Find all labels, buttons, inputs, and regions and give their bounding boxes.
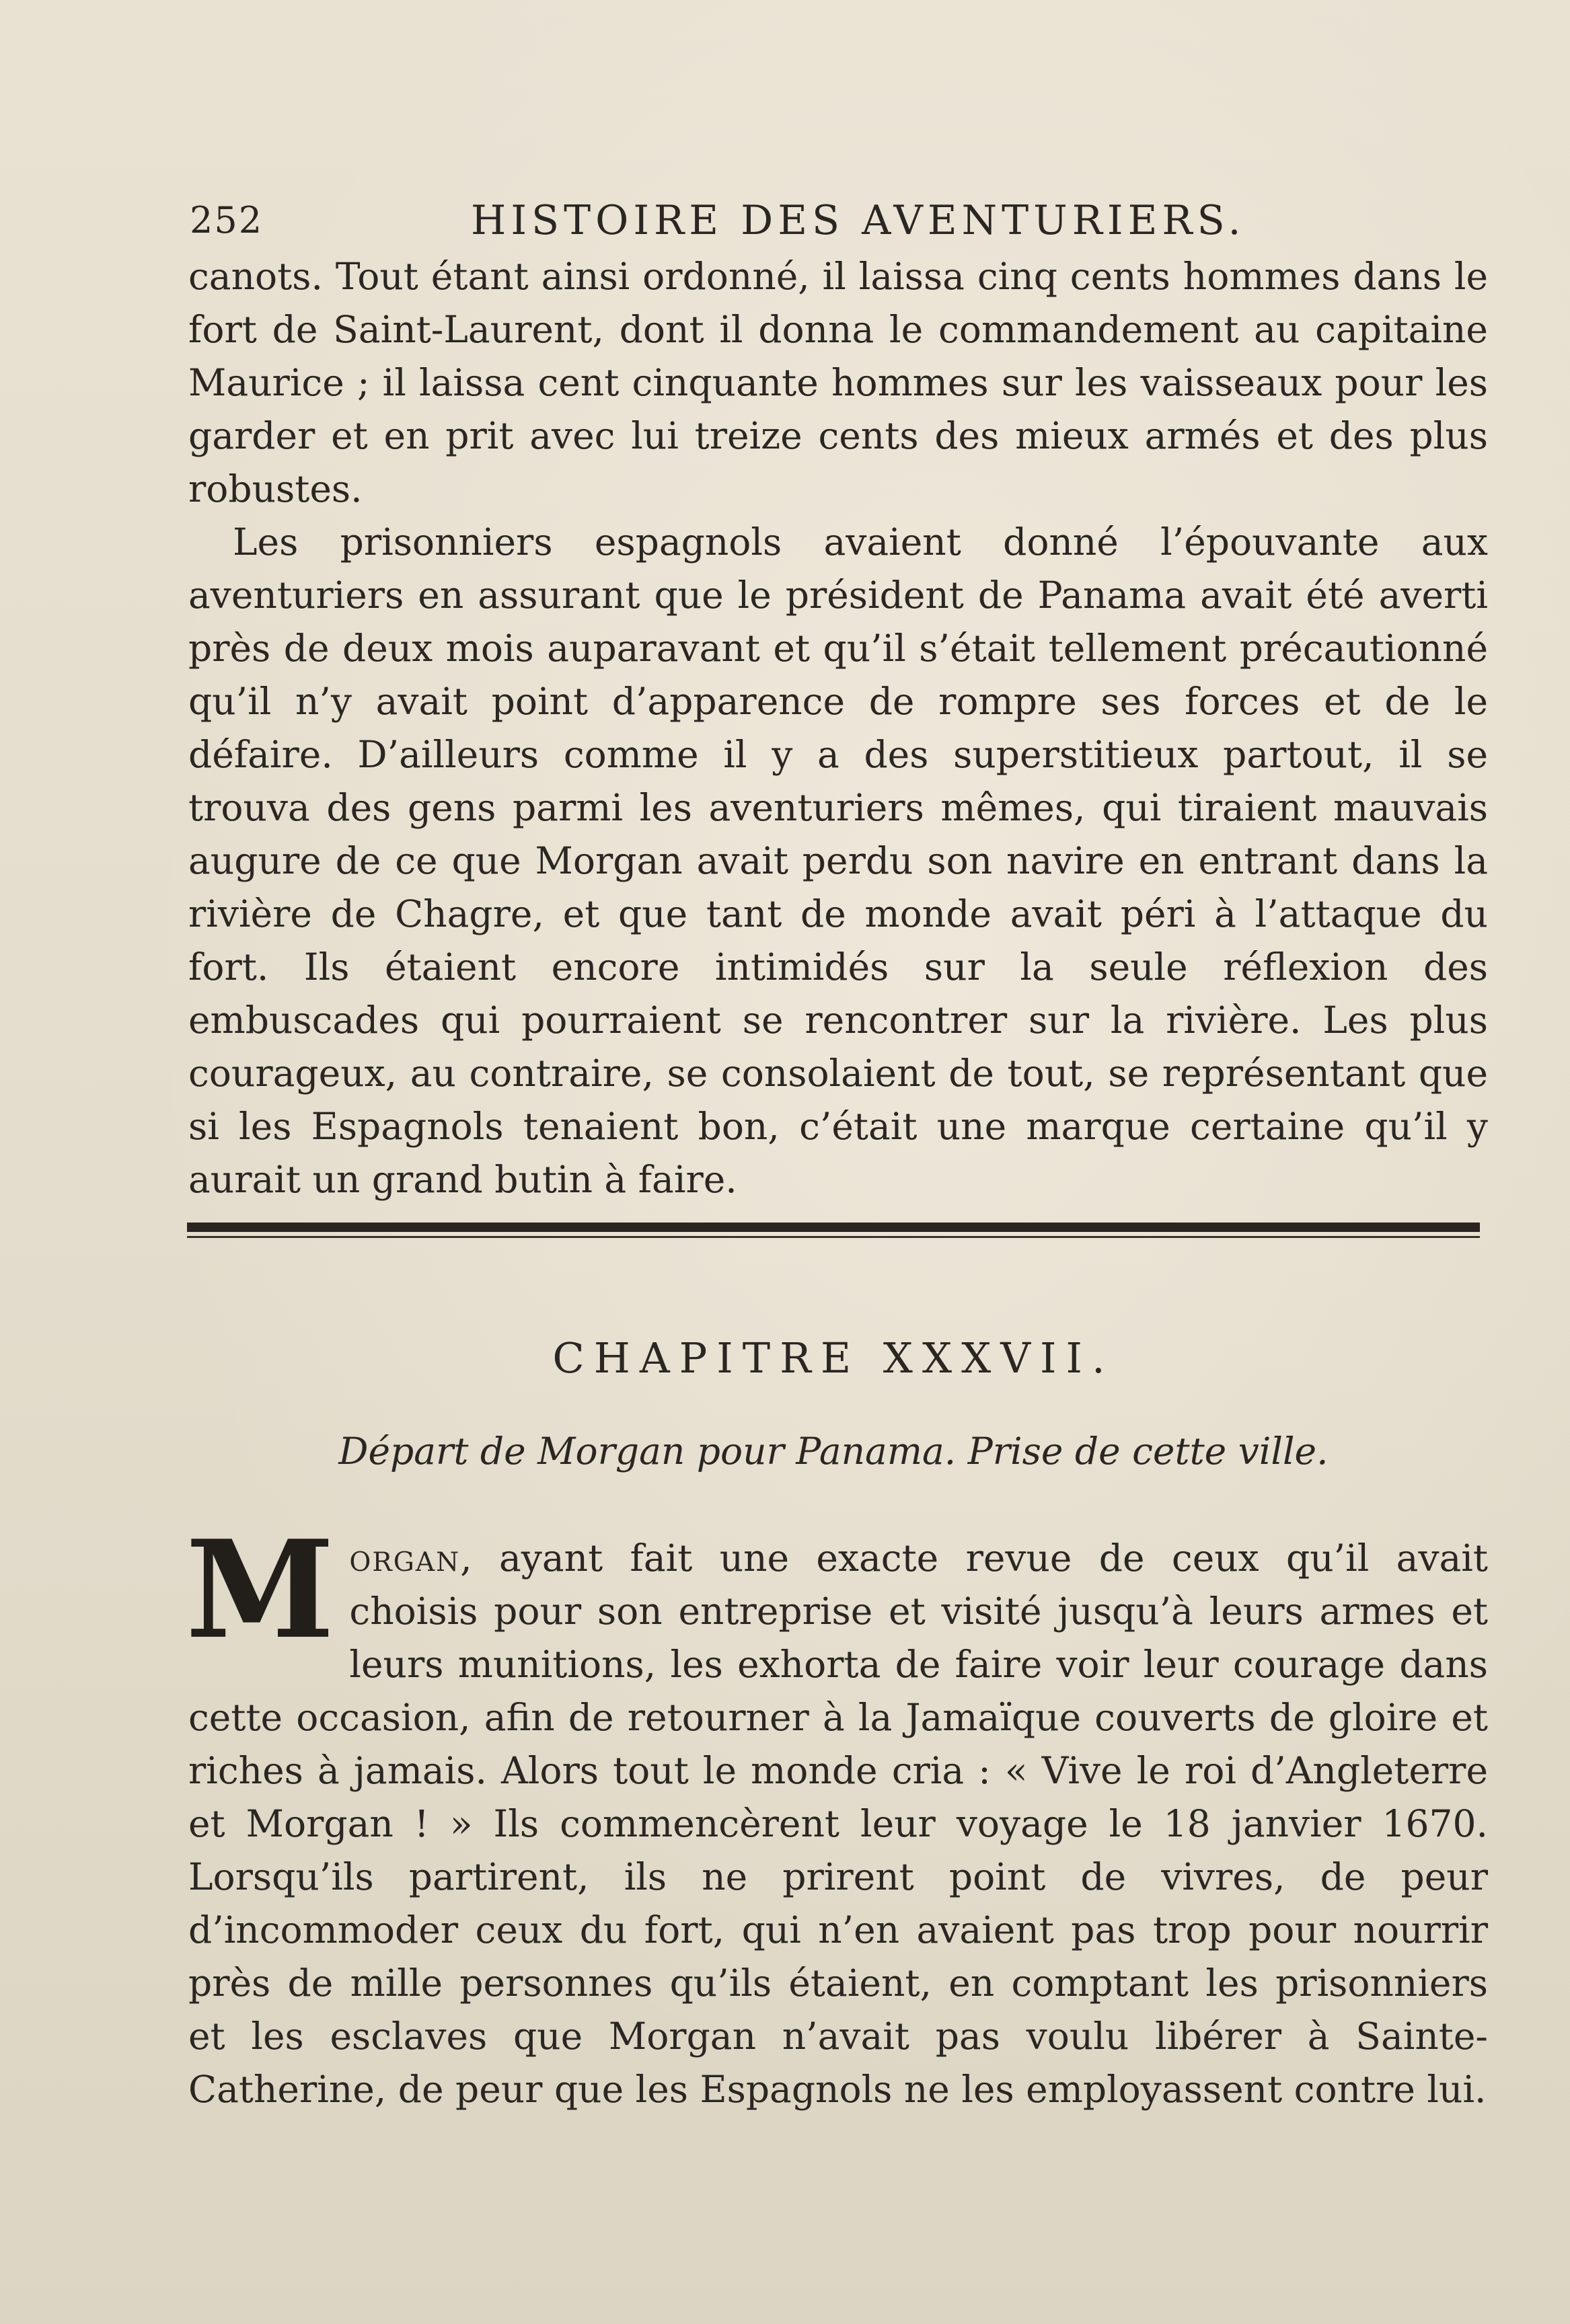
drop-cap: M xyxy=(186,1511,335,1669)
body-text-chapter xyxy=(186,1511,1488,2116)
chapter-divider-thick xyxy=(187,1223,1480,1232)
body-text-top xyxy=(188,250,1488,1206)
paragraph-chapter-opening xyxy=(186,1511,1488,2116)
running-head xyxy=(190,194,1488,247)
chapter-subtitle: Départ de Morgan pour Panama. Prise de cette ville. xyxy=(338,1430,1329,1473)
chapter-divider-thin xyxy=(187,1236,1480,1238)
paragraph-prisoners: Les prisonniers espagnols avaient donné l’épouvante aux aventuriers en assurant que le président de Panama avait été averti près de deux mois auparavant et qu’il s’était tellement précautionné qu’il n’y avait point d’apparence de rompre ses forces et de le défaire. D’ailleurs comme il y a des superstitieux partout, il se trouva des gens parmi les aventuriers mêmes, qui tiraient mauvais augure de ce que Morgan avait perdu son navire en entrant dans la rivière de Chagre, et que tant de monde avait péri à l’attaque du fort. Ils étaient encore intimidés sur la seule réflexion des embuscades qui pourraient se rencontrer sur la rivière. Les plus courageux, au contraire, se consolaient de tout, se représentant que si les Espagnols tenaient bon, c’était une marque certaine qu’il y aurait un grand butin à faire. xyxy=(188,520,1488,1201)
paragraph-chapter-text: , ayant fait une exacte revue de ceux qu’il avait choisis pour son entreprise et visité jusqu’à leurs armes et leurs munitions, les exhorta de faire voir leur courage dans cette occasion, afin de retourner à la Jamaïque couverts de gloire et riches à jamais. Alors tout le monde cria : « Vive le roi d’Angleterre et Morgan ! » Ils commencèrent leur voyage le 18 janvier 1670. Lorsqu’ils partirent, ils ne prirent point de vivres, de peur d’incommoder ceux du fort, qui n’en avaient pas trop pour nourrir près de mille personnes qu’ils étaient, en comptant les prisonniers et les esclaves que Morgan n’avait pas voulu libérer à Sainte-Catherine, de peur que les Espagnols ne les employassent contre lui. xyxy=(188,1537,1488,2111)
chapter-title: CHAPITRE XXXVII. xyxy=(552,1333,1115,1383)
running-title: HISTOIRE DES AVENTURIERS. xyxy=(471,197,1246,244)
paragraph-continued: canots. Tout étant ainsi ordonné, il laissa cinq cents hommes dans le fort de Saint-Laurent, dont il donna le commandement au capitaine Maurice ; il laissa cent cinquante hommes sur les vaisseaux pour les garder et en prit avec lui treize cents des mieux armés et des plus robustes. xyxy=(188,255,1488,510)
small-caps-lead: organ xyxy=(349,1537,461,1580)
page-number: 252 xyxy=(190,199,264,241)
